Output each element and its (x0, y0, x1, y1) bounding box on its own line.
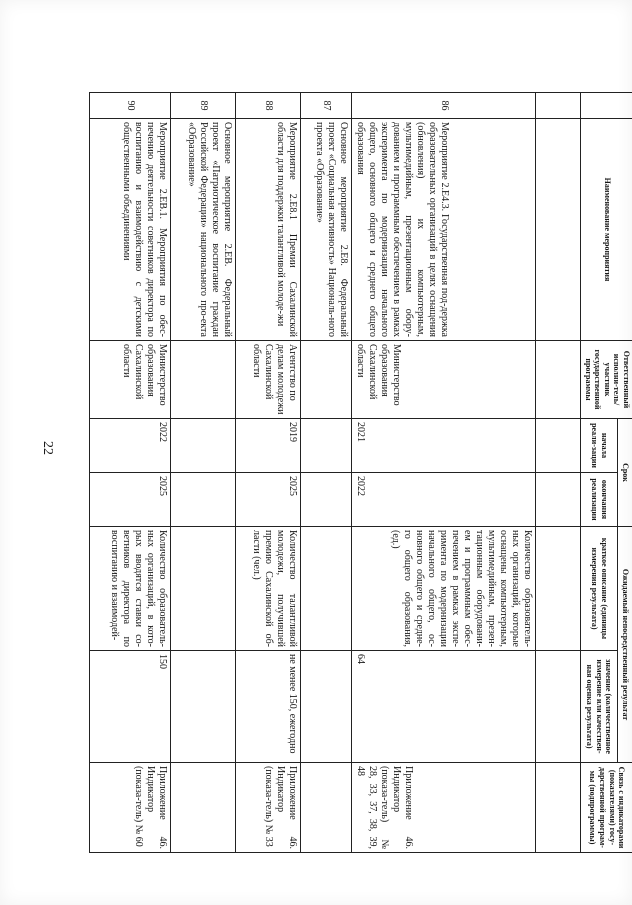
result-value (301, 651, 352, 763)
table-row-blank (536, 93, 581, 853)
table-cell (536, 763, 581, 853)
responsible (170, 341, 235, 419)
indicator-link: Приложение 46. Индикатор (показа-тель) № 28, 33, 37, 38, 39, 48 (352, 763, 536, 853)
header-row (618, 93, 632, 853)
term-start (170, 419, 235, 473)
row-number: 88 (236, 93, 301, 119)
term-end (170, 473, 235, 527)
measure-name: Мероприятие 2.Е4.3. Государственная под-держка образовательных организаций в целях оснащения (обновления) их компьютерным, мультимедийным, презентационным обору-дованием и программным обеспечением в рамках эксперимента по модернизации начального общего, основного общего и среднего общего образования (352, 119, 536, 341)
row-number: 89 (170, 93, 235, 119)
result-description (301, 527, 352, 651)
header-result-desc: краткое описание (единицы измерения результата) (581, 527, 618, 651)
result-value: 150 (90, 651, 170, 763)
indicator-link (170, 763, 235, 853)
row-number: 90 (90, 93, 170, 119)
header-term-start: начала реали-зации (581, 419, 618, 473)
table-row (301, 93, 352, 853)
result-description: Количество талантливой молодежи, получившей премию Сахалинской об-ласти (чел.) (236, 527, 301, 651)
table-cell (536, 93, 581, 119)
term-end: 2025 (90, 473, 170, 527)
result-description: Количество образователь-ных организаций, которые оснащены компьютерным, мультимедийным, презен-тационным оборудовани-ем и программным обес-печением в рамках экспе-римента по модернизации начального общего, ос-новного общего и средне-го общего образования, (ед.) (352, 527, 536, 651)
header-name: Наименование мероприятия (581, 119, 632, 341)
table-cell (536, 419, 581, 473)
term-end: 2025 (236, 473, 301, 527)
result-value: не менее 150, ежегодно (236, 651, 301, 763)
table-cell (536, 341, 581, 419)
term-start: 2022 (90, 419, 170, 473)
table-cell (536, 651, 581, 763)
indicator-link (301, 763, 352, 853)
result-description (170, 527, 235, 651)
header-responsible: Ответственный исполни-тель/участник государственной программы (581, 341, 632, 419)
table-row (352, 93, 536, 853)
table-cell (536, 527, 581, 651)
table-cell (536, 473, 581, 527)
term-end (301, 473, 352, 527)
row-number: 87 (301, 93, 352, 119)
term-start (301, 419, 352, 473)
term-start: 2021 (352, 419, 536, 473)
header-num (581, 93, 632, 119)
responsible: Министерство образования Сахалинской области (352, 341, 536, 419)
page-number: 22 (40, 441, 55, 455)
row-number: 86 (352, 93, 536, 119)
table-row (90, 93, 170, 853)
responsible (301, 341, 352, 419)
table-row (236, 93, 301, 853)
table-row (170, 93, 235, 853)
measure-name: Основное мероприятие 2.Е8. Федеральный проект «Социальная активность» Националь-ного проекта «Образование» (301, 119, 352, 341)
header-link: Связь с индикаторами (показателями) госу-дарственной програм-мы (подпрограммы) (581, 763, 632, 853)
measure-name: Мероприятие 2.ЕВ.1. Мероприятия по обес-печению деятельности советников директора по воспитанию и взаимодействию с детскими общественными объединениями (90, 119, 170, 341)
measure-name: Мероприятие 2.Е8.1 Премии Сахалинской области для поддержки талантливой молоде-жи (236, 119, 301, 341)
term-end: 2022 (352, 473, 536, 527)
header-term-end: окончания реализации (581, 473, 618, 527)
header-result: Ожидаемый непосредственный результат (618, 527, 632, 763)
rotated-table-sheet (94, 92, 632, 852)
responsible: Агентство по делам молодежи Сахалинской области (236, 341, 301, 419)
measure-name: Основное мероприятие 2.ЕВ. Федеральный проект «Патриотическое воспитание граждан Российской Федерации» национального про-екта «Образование» (170, 119, 235, 341)
header-term: Срок (618, 419, 632, 527)
indicator-link: Приложение 46. Индикатор (показа-тель) № 60 (90, 763, 170, 853)
header-result-value: значение (количественное измерение или качествен-ная оценка результата) (581, 651, 618, 763)
indicator-link: Приложение 46. Индикатор (показа-тель) № 33 (236, 763, 301, 853)
term-start: 2019 (236, 419, 301, 473)
responsible: Министерство образования Сахалинской области (90, 341, 170, 419)
table-cell (536, 119, 581, 341)
result-value: 64 (352, 651, 536, 763)
result-description: Количество образователь-ных организаций, в кото-рых вводятся ставки со-ветников директора по воспитанию и взаимодей- (90, 527, 170, 651)
measures-table (89, 92, 632, 853)
result-value (170, 651, 235, 763)
